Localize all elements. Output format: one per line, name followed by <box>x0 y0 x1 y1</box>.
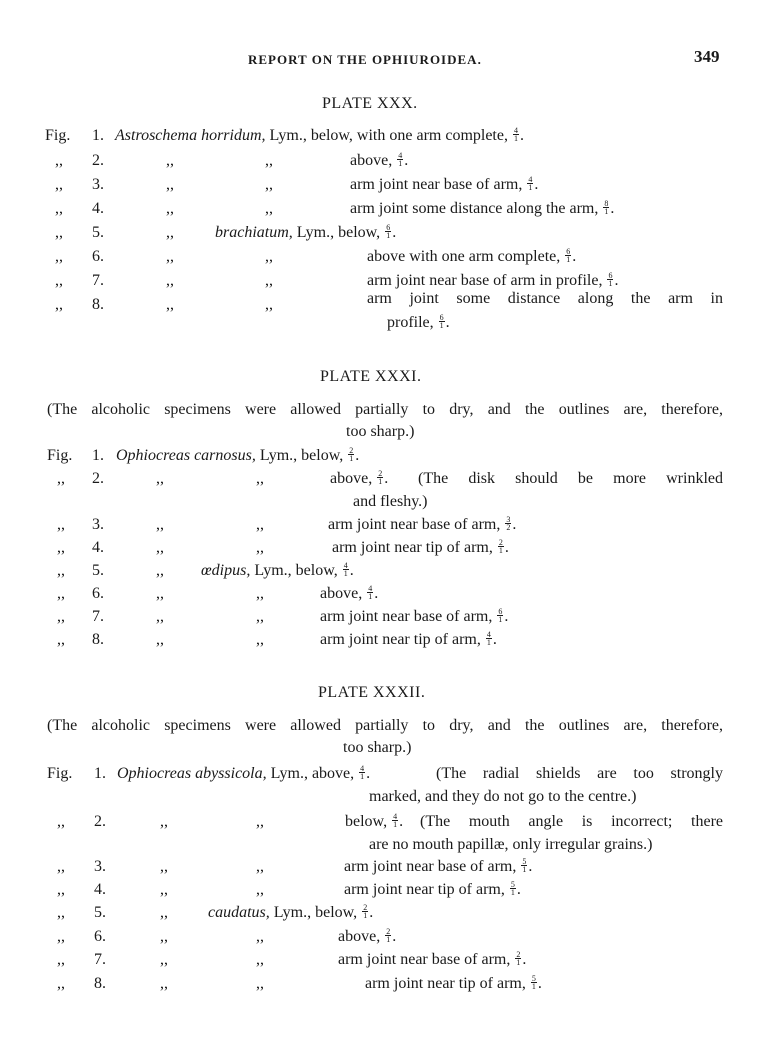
ditto-mark: ,, <box>156 470 164 487</box>
ditto-mark: ,, <box>57 975 65 992</box>
ditto-mark: ,, <box>156 608 164 625</box>
fig-number: 1. <box>94 765 106 782</box>
list-item: arm joint some distance along the arm, $\frac{8}{1}$ . <box>350 198 615 217</box>
list-item: above, $\frac{4}{1}$ . <box>350 150 409 169</box>
magnification: $\frac{4}{1}$ <box>343 560 348 578</box>
list-item: arm joint near base of arm, $\frac{6}{1}$ . <box>320 606 509 625</box>
ditto-mark: ,, <box>57 470 65 487</box>
caption-text: arm joint near base of arm, <box>350 176 523 193</box>
fig-number: 2. <box>92 470 104 487</box>
fig-number: 5. <box>92 562 104 579</box>
magnification: $\frac{2}{1}$ <box>378 468 383 486</box>
ditto-mark: ,, <box>160 975 168 992</box>
ditto-mark: ,, <box>265 248 273 265</box>
ditto-mark: ,, <box>166 224 174 241</box>
list-item: Astroschema horridum, Lym., below, with one arm complete, $\frac{4}{1}$ . <box>115 125 524 144</box>
caption-text: above, <box>338 928 381 945</box>
list-item: above, $\frac{2}{1}$ . <box>330 468 389 487</box>
fig-label: Fig. <box>47 447 73 464</box>
plate-note: too sharp.) <box>346 423 415 440</box>
ditto-mark: ,, <box>55 176 63 193</box>
plate-note: too sharp.) <box>343 739 412 756</box>
magnification: $\frac{4}{1}$ <box>360 763 365 781</box>
caption-text: above, <box>330 470 373 487</box>
magnification: $\frac{5}{1}$ <box>522 856 527 874</box>
list-item: arm joint near tip of arm, $\frac{2}{1}$ . <box>332 537 509 556</box>
species-name: brachiatum, <box>215 224 293 241</box>
fig-number: 4. <box>92 200 104 217</box>
caption-text: arm joint near base of arm, <box>320 608 493 625</box>
magnification: $\frac{2}{1}$ <box>363 902 368 920</box>
caption-text: (The mouth angle is incorrect; there <box>420 813 723 830</box>
ditto-mark: ,, <box>256 881 264 898</box>
ditto-mark: ,, <box>166 152 174 169</box>
list-item: œdipus, Lym., below, $\frac{4}{1}$ . <box>201 560 354 579</box>
fig-number: 7. <box>92 608 104 625</box>
caption-text: above, <box>320 585 363 602</box>
plate-title: PLATE XXX. <box>322 95 418 112</box>
magnification: $\frac{6}{1}$ <box>608 270 613 288</box>
ditto-mark: ,, <box>57 539 65 556</box>
fig-label: Fig. <box>45 127 71 144</box>
caption-text: profile, <box>387 314 434 331</box>
magnification: $\frac{4}{1}$ <box>393 811 398 829</box>
ditto-mark: ,, <box>256 951 264 968</box>
ditto-mark: ,, <box>55 248 63 265</box>
magnification: $\frac{8}{1}$ <box>604 198 609 216</box>
caption-text: are no mouth papillæ, only irregular grains.) <box>369 836 653 853</box>
ditto-mark: ,, <box>160 858 168 875</box>
ditto-mark: ,, <box>55 296 63 313</box>
fig-number: 3. <box>92 176 104 193</box>
fig-number: 2. <box>92 152 104 169</box>
caption-text: Lym., below, <box>296 224 381 241</box>
caption-text: (The radial shields are too strongly <box>436 765 723 782</box>
fig-number: 6. <box>92 585 104 602</box>
caption-text: arm joint near base of arm, <box>328 516 501 533</box>
caption-text: (The disk should be more wrinkled <box>418 470 723 487</box>
caption-text: arm joint near tip of arm, <box>365 975 526 992</box>
magnification: $\frac{6}{1}$ <box>498 606 503 624</box>
ditto-mark: ,, <box>166 176 174 193</box>
magnification: $\frac{2}{1}$ <box>498 537 503 555</box>
list-item: arm joint near tip of arm, $\frac{5}{1}$ . <box>344 879 521 898</box>
species-name: Ophiocreas carnosus, <box>116 447 256 464</box>
fig-label: Fig. <box>47 765 73 782</box>
magnification: $\frac{6}{1}$ <box>566 246 571 264</box>
ditto-mark: ,, <box>57 904 65 921</box>
fig-number: 4. <box>92 539 104 556</box>
caption-text: arm joint some distance along the arm, <box>350 200 599 217</box>
species-name: Ophiocreas abyssicola, <box>117 765 267 782</box>
magnification: $\frac{4}{1}$ <box>513 125 518 143</box>
list-item: arm joint near tip of arm, $\frac{5}{1}$ . <box>365 973 542 992</box>
caption-text: arm joint near tip of arm, <box>332 539 493 556</box>
ditto-mark: ,, <box>160 813 168 830</box>
fig-number: 6. <box>94 928 106 945</box>
fig-number: 8. <box>94 975 106 992</box>
list-item: above, $\frac{2}{1}$ . <box>338 926 397 945</box>
ditto-mark: ,, <box>57 516 65 533</box>
caption-text: and fleshy.) <box>353 493 428 510</box>
fig-number: 5. <box>94 904 106 921</box>
caption-text: arm joint near tip of arm, <box>320 631 481 648</box>
fig-number: 5. <box>92 224 104 241</box>
caption-text: Lym., below, <box>273 904 358 921</box>
list-item: below, $\frac{4}{1}$ . <box>345 811 404 830</box>
ditto-mark: ,, <box>55 272 63 289</box>
fig-number: 2. <box>94 813 106 830</box>
caption-text: above, <box>350 152 393 169</box>
fig-number: 8. <box>92 631 104 648</box>
ditto-mark: ,, <box>256 585 264 602</box>
ditto-mark: ,, <box>57 608 65 625</box>
ditto-mark: ,, <box>256 975 264 992</box>
ditto-mark: ,, <box>256 631 264 648</box>
fig-number: 7. <box>94 951 106 968</box>
magnification: $\frac{6}{1}$ <box>439 312 444 330</box>
ditto-mark: ,, <box>256 813 264 830</box>
ditto-mark: ,, <box>160 928 168 945</box>
ditto-mark: ,, <box>256 608 264 625</box>
ditto-mark: ,, <box>160 951 168 968</box>
caption-text: Lym., below, <box>259 447 344 464</box>
ditto-mark: ,, <box>265 176 273 193</box>
ditto-mark: ,, <box>156 585 164 602</box>
caption-text: marked, and they do not go to the centre.) <box>369 788 637 805</box>
ditto-mark: ,, <box>265 200 273 217</box>
magnification: $\frac{2}{1}$ <box>516 949 521 967</box>
ditto-mark: ,, <box>55 152 63 169</box>
species-name: œdipus, <box>201 562 251 579</box>
ditto-mark: ,, <box>57 858 65 875</box>
ditto-mark: ,, <box>256 539 264 556</box>
ditto-mark: ,, <box>256 470 264 487</box>
magnification: $\frac{4}{1}$ <box>368 583 373 601</box>
caption-text: arm joint near tip of arm, <box>344 881 505 898</box>
ditto-mark: ,, <box>57 585 65 602</box>
running-header: REPORT ON THE OPHIUROIDEA. <box>248 52 482 67</box>
plate-title: PLATE XXXI. <box>320 368 422 385</box>
caption-text: below, <box>345 813 388 830</box>
ditto-mark: ,, <box>256 516 264 533</box>
ditto-mark: ,, <box>57 631 65 648</box>
list-item: above, $\frac{4}{1}$ . <box>320 583 379 602</box>
ditto-mark: ,, <box>55 224 63 241</box>
fig-number: 1. <box>92 127 104 144</box>
list-item: Ophiocreas abyssicola, Lym., above, $\frac{4}{1}$ . <box>117 763 371 782</box>
magnification: $\frac{5}{1}$ <box>531 973 536 991</box>
fig-number: 4. <box>94 881 106 898</box>
ditto-mark: ,, <box>57 562 65 579</box>
ditto-mark: ,, <box>265 272 273 289</box>
ditto-mark: ,, <box>166 272 174 289</box>
fig-number: 7. <box>92 272 104 289</box>
caption-text: above with one arm complete, <box>367 248 561 265</box>
magnification: $\frac{4}{1}$ <box>398 150 403 168</box>
ditto-mark: ,, <box>156 631 164 648</box>
list-item: profile, $\frac{6}{1}$ . <box>387 312 450 331</box>
fig-number: 8. <box>92 296 104 313</box>
ditto-mark: ,, <box>57 813 65 830</box>
caption-text: arm joint near base of arm, <box>338 951 511 968</box>
magnification: $\frac{4}{1}$ <box>528 174 533 192</box>
caption-text: arm joint near base of arm in profile, <box>367 272 603 289</box>
ditto-mark: ,, <box>166 296 174 313</box>
magnification: $\frac{2}{1}$ <box>386 926 391 944</box>
list-item: arm joint near base of arm, $\frac{3}{2}$ . <box>328 514 517 533</box>
ditto-mark: ,, <box>166 248 174 265</box>
fig-number: 3. <box>94 858 106 875</box>
ditto-mark: ,, <box>57 928 65 945</box>
list-item: arm joint near base of arm, $\frac{4}{1}$ . <box>350 174 539 193</box>
caption-text: arm joint near base of arm, <box>344 858 517 875</box>
fig-number: 1. <box>92 447 104 464</box>
fig-number: 3. <box>92 516 104 533</box>
magnification: $\frac{5}{1}$ <box>510 879 515 897</box>
ditto-mark: ,, <box>156 562 164 579</box>
magnification: $\frac{3}{2}$ <box>506 514 511 532</box>
caption-text: arm joint some distance along the arm in <box>367 290 723 307</box>
caption-text: Lym., above, <box>270 765 355 782</box>
plate-note: (The alcoholic specimens were allowed partially to dry, and the outlines are, therefore, <box>47 717 723 734</box>
magnification: $\frac{6}{1}$ <box>386 222 391 240</box>
ditto-mark: ,, <box>256 928 264 945</box>
caption-text: Lym., below, <box>254 562 338 579</box>
list-item: arm joint near base of arm, $\frac{2}{1}$ . <box>338 949 527 968</box>
ditto-mark: ,, <box>166 200 174 217</box>
fig-number: 6. <box>92 248 104 265</box>
ditto-mark: ,, <box>265 296 273 313</box>
plate-title: PLATE XXXII. <box>318 684 426 701</box>
ditto-mark: ,, <box>265 152 273 169</box>
caption-text: Lym., below, with one arm complete, <box>269 127 508 144</box>
ditto-mark: ,, <box>156 516 164 533</box>
ditto-mark: ,, <box>57 951 65 968</box>
ditto-mark: ,, <box>55 200 63 217</box>
ditto-mark: ,, <box>160 904 168 921</box>
plate-note: (The alcoholic specimens were allowed partially to dry, and the outlines are, therefore, <box>47 401 723 418</box>
list-item: Ophiocreas carnosus, Lym., below, $\frac{2}{1}$ . <box>116 445 360 464</box>
species-name: caudatus, <box>208 904 270 921</box>
list-item: caudatus, Lym., below, $\frac{2}{1}$ . <box>208 902 374 921</box>
ditto-mark: ,, <box>256 858 264 875</box>
ditto-mark: ,, <box>160 881 168 898</box>
list-item: above with one arm complete, $\frac{6}{1}$ . <box>367 246 577 265</box>
list-item: arm joint near tip of arm, $\frac{4}{1}$ . <box>320 629 497 648</box>
ditto-mark: ,, <box>57 881 65 898</box>
ditto-mark: ,, <box>156 539 164 556</box>
list-item: brachiatum, Lym., below, $\frac{6}{1}$ . <box>215 222 397 241</box>
magnification: $\frac{2}{1}$ <box>349 445 354 463</box>
page-number: 349 <box>694 47 720 66</box>
list-item: arm joint near base of arm, $\frac{5}{1}$ . <box>344 856 533 875</box>
species-name: Astroschema horridum, <box>115 127 266 144</box>
magnification: $\frac{4}{1}$ <box>486 629 491 647</box>
list-item: arm joint near base of arm in profile, $\frac{6}{1}$ . <box>367 270 619 289</box>
